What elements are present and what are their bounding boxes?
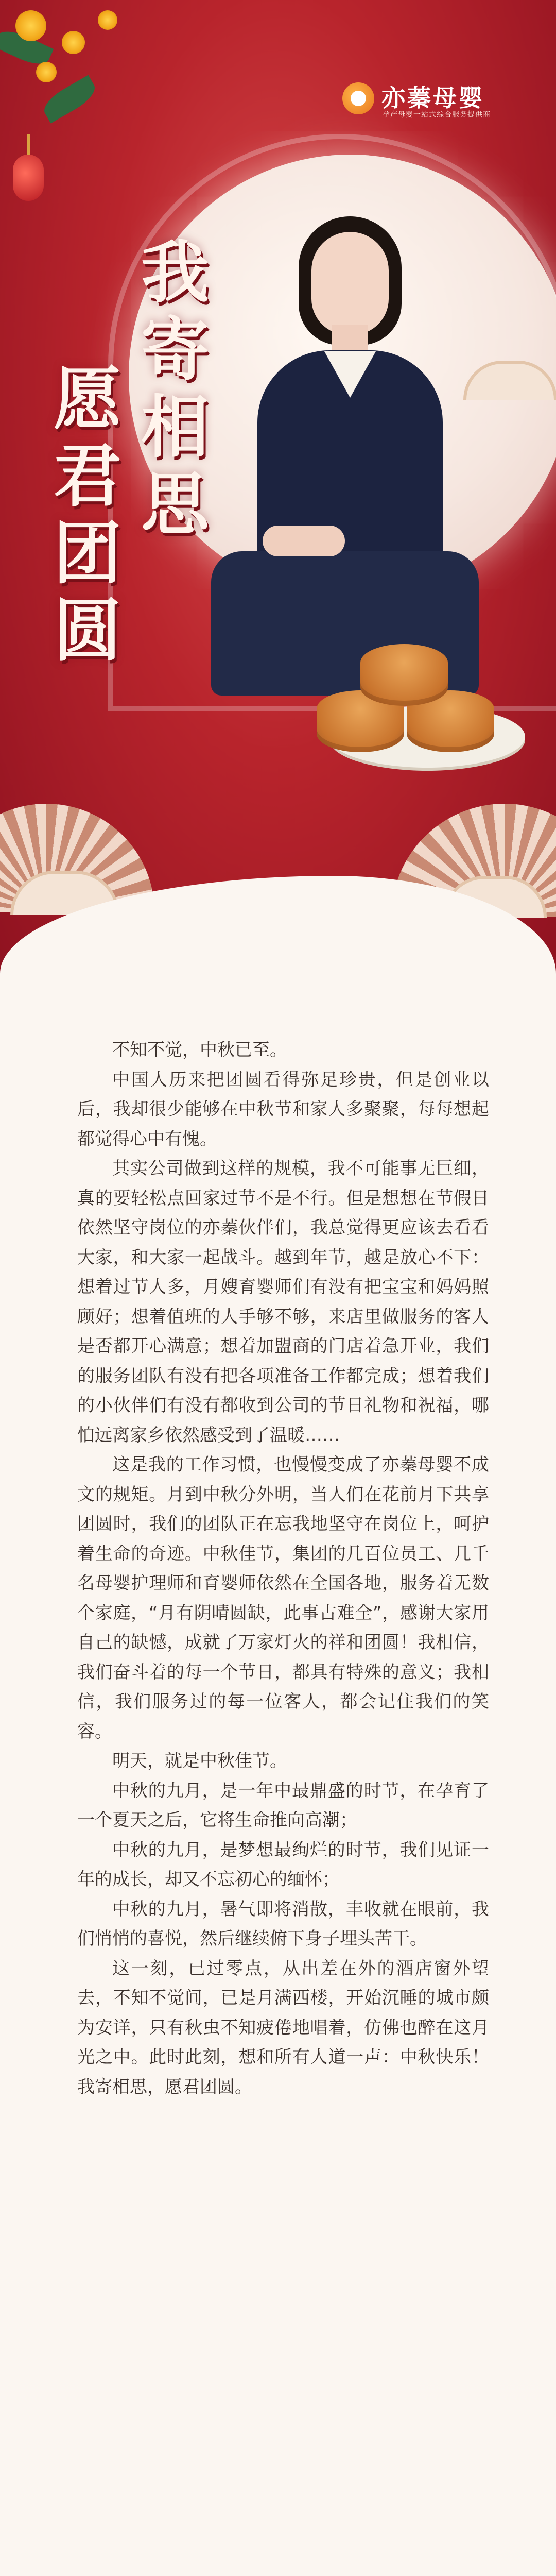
hero-title-line2: 愿君团圆 xyxy=(54,359,121,671)
osmanthus-flower-icon xyxy=(98,10,117,30)
osmanthus-flower-icon xyxy=(62,31,85,54)
hero-title-line1: 我寄相思 xyxy=(141,233,209,545)
portrait-photo xyxy=(242,216,458,706)
brand-name: 亦蓁母婴 xyxy=(381,84,484,112)
letter-paragraph: 中秋的九月，是梦想最绚烂的时节，我们见证一年的成长，却又不忘初心的缅怀； xyxy=(77,1839,489,1890)
letter-paragraph: 明天，就是中秋佳节。 xyxy=(112,1751,287,1771)
hero-banner xyxy=(0,0,556,974)
letter-body xyxy=(77,1036,489,2102)
letter-paragraph: 其实公司做到这样的规模，我不可能事无巨细，真的要轻松点回家过节不是不行。但是想想在节假日依然坚守岗位的亦蓁伙伴们，我总觉得更应该去看看大家，和大家一起战斗。越到年节，越是放心不下：想着过节人多，月嫂育婴师们有没有把宝宝和妈妈照顾好；想着值班的人手够不够，来店里做服务的客人是否都开心满意；想着加盟商的门店着急开业，我们的服务团队有没有把各项准备工作都完成；想着我们的小伙伴们有没有都收到公司的节日礼物和祝福，哪怕远离家乡依然感受到了温暖…… xyxy=(77,1158,489,1446)
brand-logo xyxy=(342,77,543,124)
letter-paragraph: 这一刻，已过零点，从出差在外的酒店窗外望去，不知不觉间，已是月满西楼，开始沉睡的城市颇为安详，只有秋虫不知疲倦地唱着，仿佛也醉在这月光之中。此时此刻，想和所有人道一声：中秋快乐！我寄相思，愿君团圆。 xyxy=(77,1958,489,2097)
mooncake-icon xyxy=(360,644,448,706)
osmanthus-flower-icon xyxy=(36,62,57,82)
osmanthus-flower-icon xyxy=(15,10,46,41)
letter-paragraph: 这是我的工作习惯，也慢慢变成了亦蓁母婴不成文的规矩。月到中秋分外明，当人们在花前月下共享团圆时，我们的团队正在忘我地坚守在岗位上，呵护着生命的奇迹。中秋佳节，集团的几百位员工、几千名母婴护理师和育婴师依然在全国各地，服务着无数个家庭，“月有阴晴圆缺，此事古难全”，感谢大家用自己的缺憾，成就了万家灯火的祥和团圆！我相信，我们奋斗着的每一个节日，都具有特殊的意义；我相信，我们服务过的每一位客人，都会记住我们的笑容。 xyxy=(77,1454,489,1742)
lantern-icon xyxy=(13,155,44,201)
letter-paragraph: 中秋的九月，是一年中最鼎盛的时节，在孕育了一个夏天之后，它将生命推向高潮； xyxy=(77,1780,489,1831)
letter-paragraph: 中国人历来把团圆看得弥足珍贵，但是创业以后，我却很少能够在中秋节和家人多聚聚，每每想起都觉得心中有愧。 xyxy=(77,1069,489,1149)
letter-paragraph: 不知不觉，中秋已至。 xyxy=(112,1040,287,1060)
letter-paragraph: 中秋的九月，暑气即将消散，丰收就在眼前，我们悄悄的喜悦，然后继续俯下身子埋头苦干。 xyxy=(77,1899,489,1949)
brand-tagline: 孕产母婴一站式综合服务提供商 xyxy=(383,111,491,119)
brand-logo-icon xyxy=(342,82,374,114)
